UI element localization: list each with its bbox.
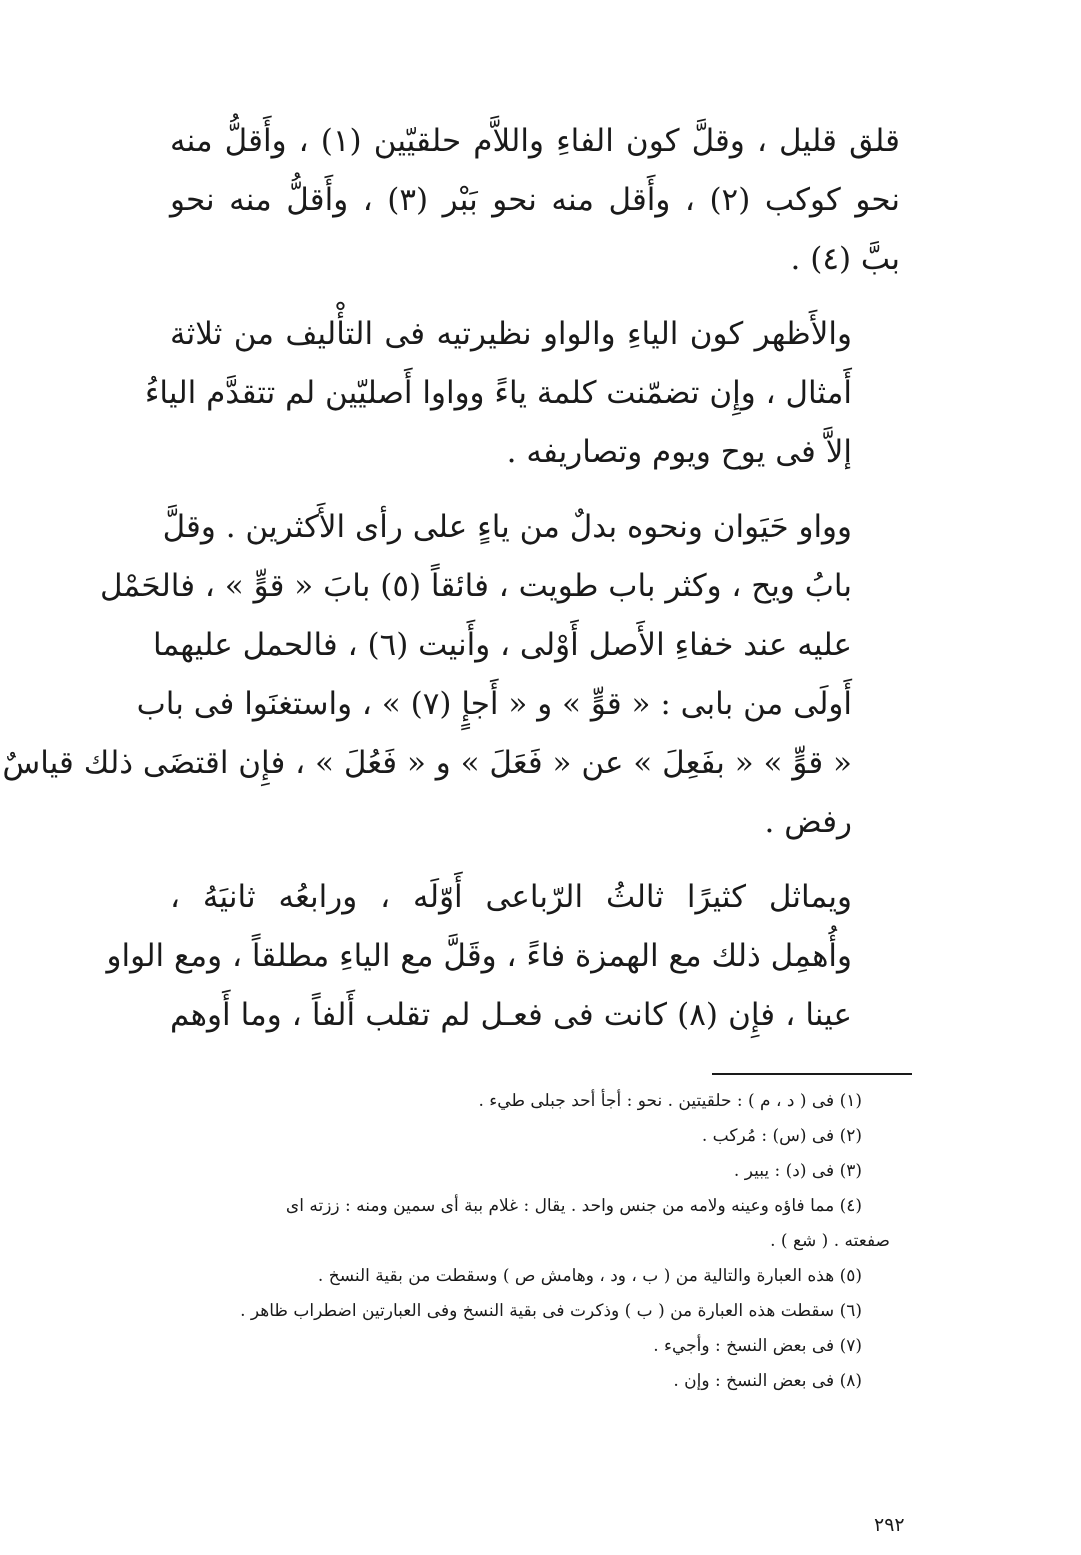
text-line: ببَّ (٤) .	[790, 241, 900, 277]
text-line: رفض .	[764, 804, 852, 840]
text-line: عليه عند خفاءِ الأَصل أَوْلى ، وأَنيت (٦) ، فالحمل عليهما	[153, 627, 852, 663]
text-line: ويماثل كثيرًا ثالثُ الرّباعى أَوّلَه ، ورابعُه ثانيَهُ ،	[170, 879, 852, 915]
text-line: نحو كوكب (٢) ، وأَقل منه نحو بَبْر (٣) ، وأَقلُّ منه نحو	[170, 182, 900, 218]
footnote: (٦) سقطت هذه العبارة من ( ب ) وذكرت فى بقية النسخ وفى العبارتين اضطراب ظاهر .	[240, 1301, 862, 1321]
footnote-separator	[712, 1073, 912, 1075]
footnote-continuation: صفعته . ( شع ) .	[770, 1231, 890, 1251]
footnote: (٢) فى (س) : مُركب .	[701, 1126, 862, 1146]
main-text	[2, 112, 900, 1045]
paragraph-4	[106, 868, 900, 1045]
footnote: (٥) هذه العبارة والتالية من ( ب ، ود ، وهامش ص ) وسقطت من بقية النسخ .	[317, 1266, 862, 1286]
paragraph-1	[170, 112, 900, 289]
text-line: وواو حَيَوان ونحوه بدلٌ من ياءٍ على رأى الأَكثرين . وقلَّ	[162, 509, 852, 545]
text-line: أَولَى من بابى : « قوٍّ » و « أَجإٍ (٧) » ، واستغنَوا فى باب	[136, 686, 852, 722]
paragraph-2	[144, 305, 900, 482]
footnote: (٣) فى (د) : يبير .	[733, 1161, 862, 1181]
page-number: ٢٩٢	[874, 1514, 905, 1536]
text-line: أَمثال ، وإِن تضمّنت كلمة ياءً وواوا أَصليّين لم تتقدَّم الياءُ	[144, 375, 852, 411]
text-line: « قوٍّ » « بفَعِلَ » عن « فَعَلَ » و « فَعُلَ » ، فإِن اقتضَى ذلك قياسٌ	[2, 745, 852, 781]
text-line: وأُهمِل ذلك مع الهمزة فاءً ، وقَلَّ مع الياءِ مطلقاً ، ومع الواو	[106, 938, 852, 974]
footnotes	[170, 1084, 890, 1399]
footnote: (٤) مما فاؤه وعينه ولامه من جنس واحد . يقال : غلام ببة أى سمين ومنه : ززته اى	[285, 1196, 862, 1216]
footnote: (٨) فى بعض النسخ : وإن .	[673, 1371, 862, 1391]
footnote: (١) فى ( د ، م ) : حلقيتين . نحو : أجأ أحد جبلى طيء .	[478, 1091, 862, 1111]
text-line: عينا ، فإِن (٨) كانت فى فعـل لم تقلب أَلفاً ، وما أَوهم	[170, 997, 853, 1033]
text-line: بابُ ويح ، وكثر باب طويت ، فائقاً (٥) بابَ « قوٍّ » ، فالحَمْل	[99, 568, 852, 604]
text-line: والأَظهر كون الياءِ والواو نظيرتيه فى التأْليف من ثلاثة	[170, 316, 852, 352]
text-line: قلق قليل ، وقلَّ كون الفاءِ واللاَّم حلقيّين (١) ، وأَقلُّ منه	[170, 123, 900, 159]
text-line: إلاَّ فى يوح ويوم وتصاريفه .	[506, 434, 852, 470]
footnote: (٧) فى بعض النسخ : وأجيء .	[653, 1336, 862, 1356]
paragraph-3	[2, 498, 900, 852]
